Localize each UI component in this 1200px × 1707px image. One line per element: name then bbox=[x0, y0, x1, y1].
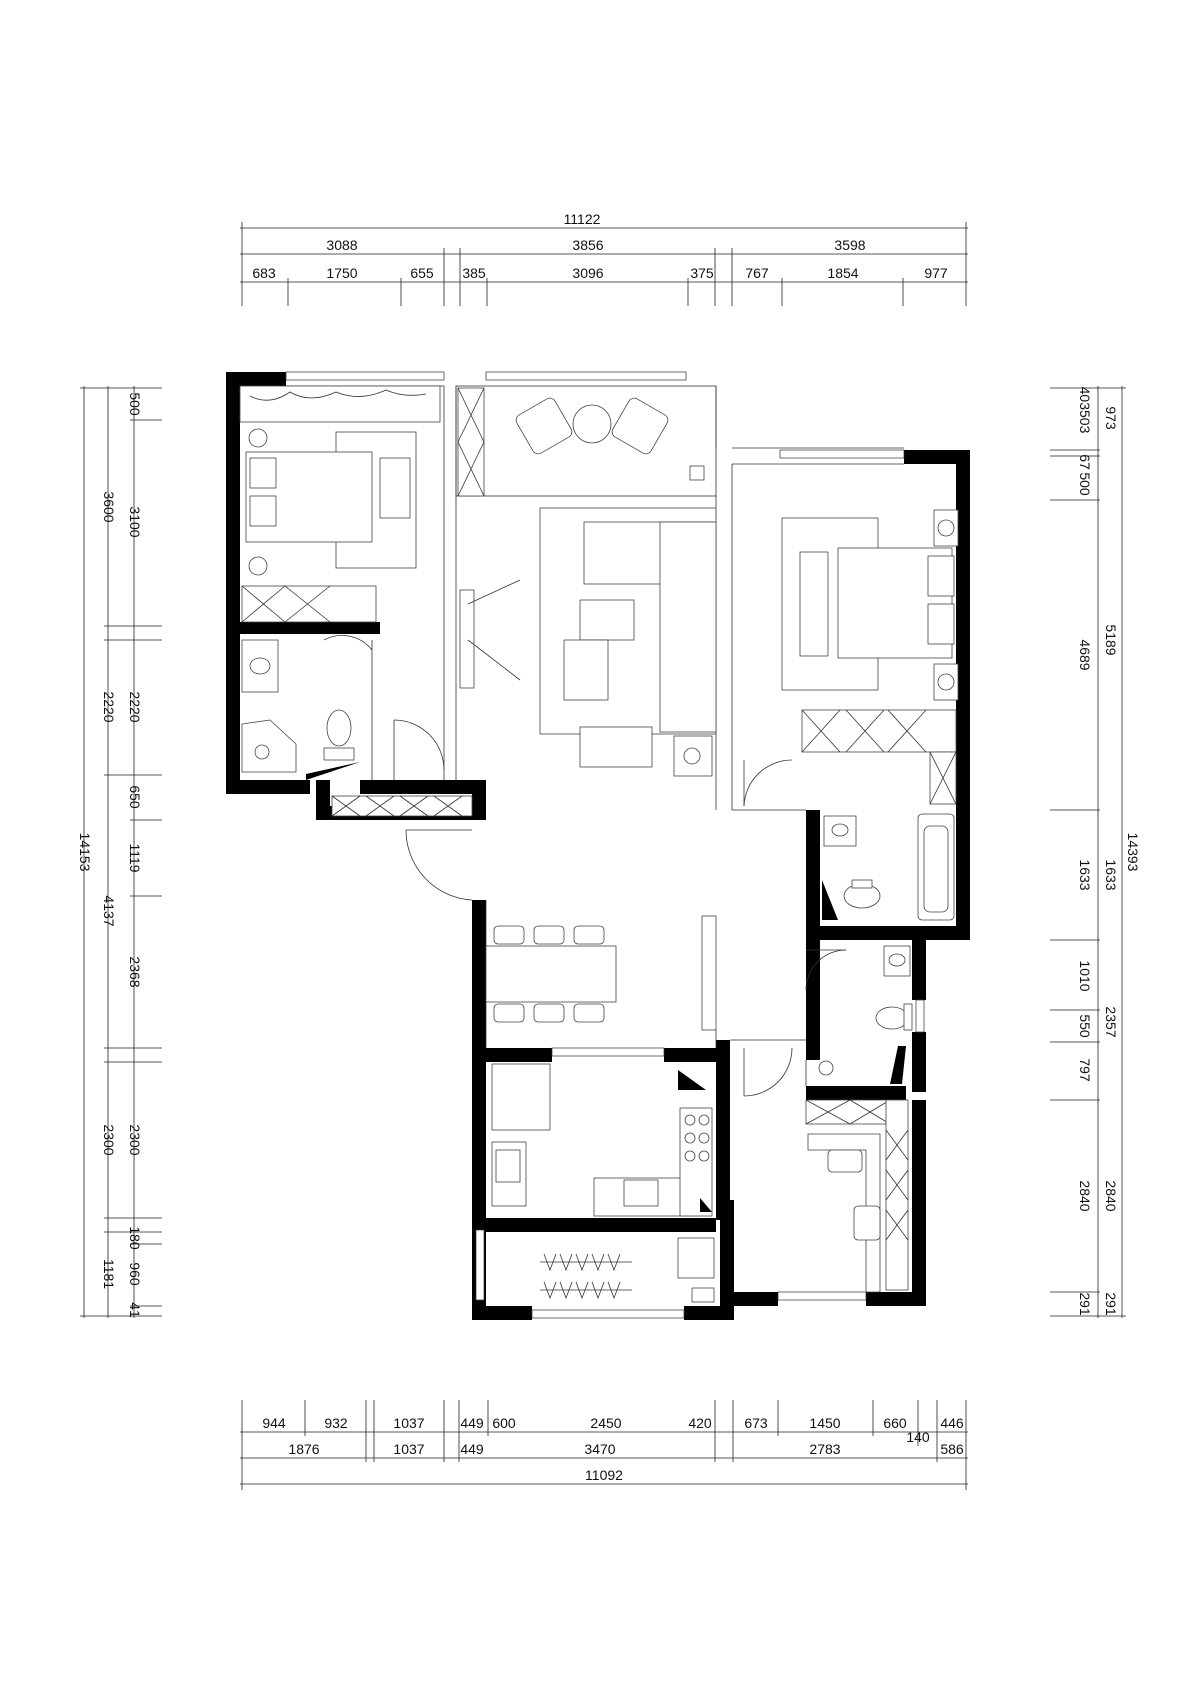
dim-right-mid: 2357 bbox=[1103, 1006, 1119, 1038]
balcony-top bbox=[458, 388, 704, 496]
dim-bottom-sub: 420 bbox=[688, 1415, 712, 1431]
dim-bottom-mid: 3470 bbox=[584, 1441, 616, 1457]
dim-left-inner: 3100 bbox=[127, 506, 143, 538]
dim-left-total: 14153 bbox=[77, 832, 93, 872]
dim-left-inner: 41 bbox=[127, 1302, 143, 1318]
dim-right-inner: 1010 bbox=[1077, 960, 1093, 992]
dim-right-inner: 291 bbox=[1077, 1292, 1093, 1316]
utility-room bbox=[540, 1238, 714, 1302]
dim-right-inner: 797 bbox=[1077, 1058, 1093, 1082]
dim-left-inner: 960 bbox=[127, 1262, 143, 1286]
dim-bottom-sub: 673 bbox=[744, 1415, 768, 1431]
wardrobe-corridor bbox=[332, 796, 472, 816]
dim-bottom-sub: 449 bbox=[460, 1415, 484, 1431]
dim-top-total: 11122 bbox=[563, 211, 601, 227]
dim-top-segment: 3088 bbox=[326, 237, 358, 253]
dim-right-total: 14393 bbox=[1125, 832, 1141, 872]
dim-top-sub: 767 bbox=[745, 265, 769, 281]
right-dimension-lines bbox=[1050, 386, 1126, 1318]
dim-left-inner: 2368 bbox=[127, 956, 143, 988]
dim-bottom-mid: 449 bbox=[460, 1441, 484, 1457]
dim-top-sub: 683 bbox=[252, 265, 276, 281]
dim-top-sub: 1750 bbox=[326, 265, 358, 281]
dim-bottom-mid: 1876 bbox=[288, 1441, 320, 1457]
dim-top-segment: 3856 bbox=[572, 237, 604, 253]
dim-top-sub: 977 bbox=[924, 265, 948, 281]
dim-right-inner: 403503 bbox=[1077, 386, 1093, 434]
study-room bbox=[744, 1048, 908, 1292]
dim-bottom-mid: 1037 bbox=[393, 1441, 425, 1457]
dim-right-inner: 67 bbox=[1077, 454, 1093, 470]
dim-bottom-sub: 446 bbox=[940, 1415, 964, 1431]
dim-left-inner: 650 bbox=[127, 785, 143, 809]
dim-top-sub: 655 bbox=[410, 265, 434, 281]
dim-right-mid: 2840 bbox=[1103, 1180, 1119, 1212]
dim-top-sub: 1854 bbox=[827, 265, 859, 281]
master-bathroom bbox=[822, 814, 954, 920]
dim-bottom-mid: 586 bbox=[940, 1441, 964, 1457]
entry-door bbox=[406, 830, 472, 900]
top-dimension-lines bbox=[240, 222, 968, 306]
bedroom-small bbox=[240, 386, 440, 622]
dim-left-inner: 2220 bbox=[127, 691, 143, 723]
dim-right-mid: 291 bbox=[1103, 1292, 1119, 1316]
dim-right-mid: 1633 bbox=[1103, 859, 1119, 891]
dim-bottom-total: 11092 bbox=[585, 1467, 623, 1483]
dim-top-sub: 385 bbox=[462, 265, 486, 281]
kitchen bbox=[492, 1064, 712, 1216]
dim-bottom-sub: 2450 bbox=[590, 1415, 622, 1431]
dim-right-mid: 5189 bbox=[1103, 624, 1119, 656]
dim-right-inner: 550 bbox=[1077, 1014, 1093, 1038]
dim-bottom-sub: 932 bbox=[324, 1415, 348, 1431]
dim-left-mid: 4137 bbox=[101, 895, 117, 927]
dim-top-sub: 3096 bbox=[572, 265, 604, 281]
dim-left-mid: 3600 bbox=[101, 491, 117, 523]
dim-bottom-sub: 600 bbox=[492, 1415, 516, 1431]
dim-bottom-sub: 944 bbox=[262, 1415, 286, 1431]
dim-left-mid: 1181 bbox=[101, 1258, 117, 1290]
dim-left-inner: 180 bbox=[127, 1226, 143, 1250]
dim-bottom-sub: 660 bbox=[883, 1415, 907, 1431]
dim-top-segment: 3598 bbox=[834, 237, 866, 253]
dim-left-inner: 1119 bbox=[127, 843, 143, 873]
guest-bathroom bbox=[806, 946, 912, 1084]
master-bedroom bbox=[744, 510, 958, 806]
dim-bottom-mid: 140 bbox=[906, 1429, 930, 1445]
dim-left-inner: 500 bbox=[127, 392, 143, 416]
dim-top-sub: 375 bbox=[690, 265, 714, 281]
living-room bbox=[460, 508, 716, 776]
dim-right-inner: 1633 bbox=[1077, 859, 1093, 891]
dim-right-inner: 500 bbox=[1077, 472, 1093, 496]
dim-left-mid: 2220 bbox=[101, 691, 117, 723]
dim-bottom-sub: 1450 bbox=[809, 1415, 841, 1431]
dining-area bbox=[486, 916, 716, 1030]
bathroom-left bbox=[242, 635, 444, 780]
dim-bottom-sub: 1037 bbox=[393, 1415, 425, 1431]
dim-right-mid: 973 bbox=[1103, 406, 1119, 430]
dim-right-inner: 4689 bbox=[1077, 639, 1093, 671]
dim-right-inner: 2840 bbox=[1077, 1180, 1093, 1212]
dim-left-inner: 2300 bbox=[127, 1124, 143, 1156]
dim-bottom-mid: 2783 bbox=[809, 1441, 841, 1457]
dim-left-mid: 2300 bbox=[101, 1124, 117, 1156]
